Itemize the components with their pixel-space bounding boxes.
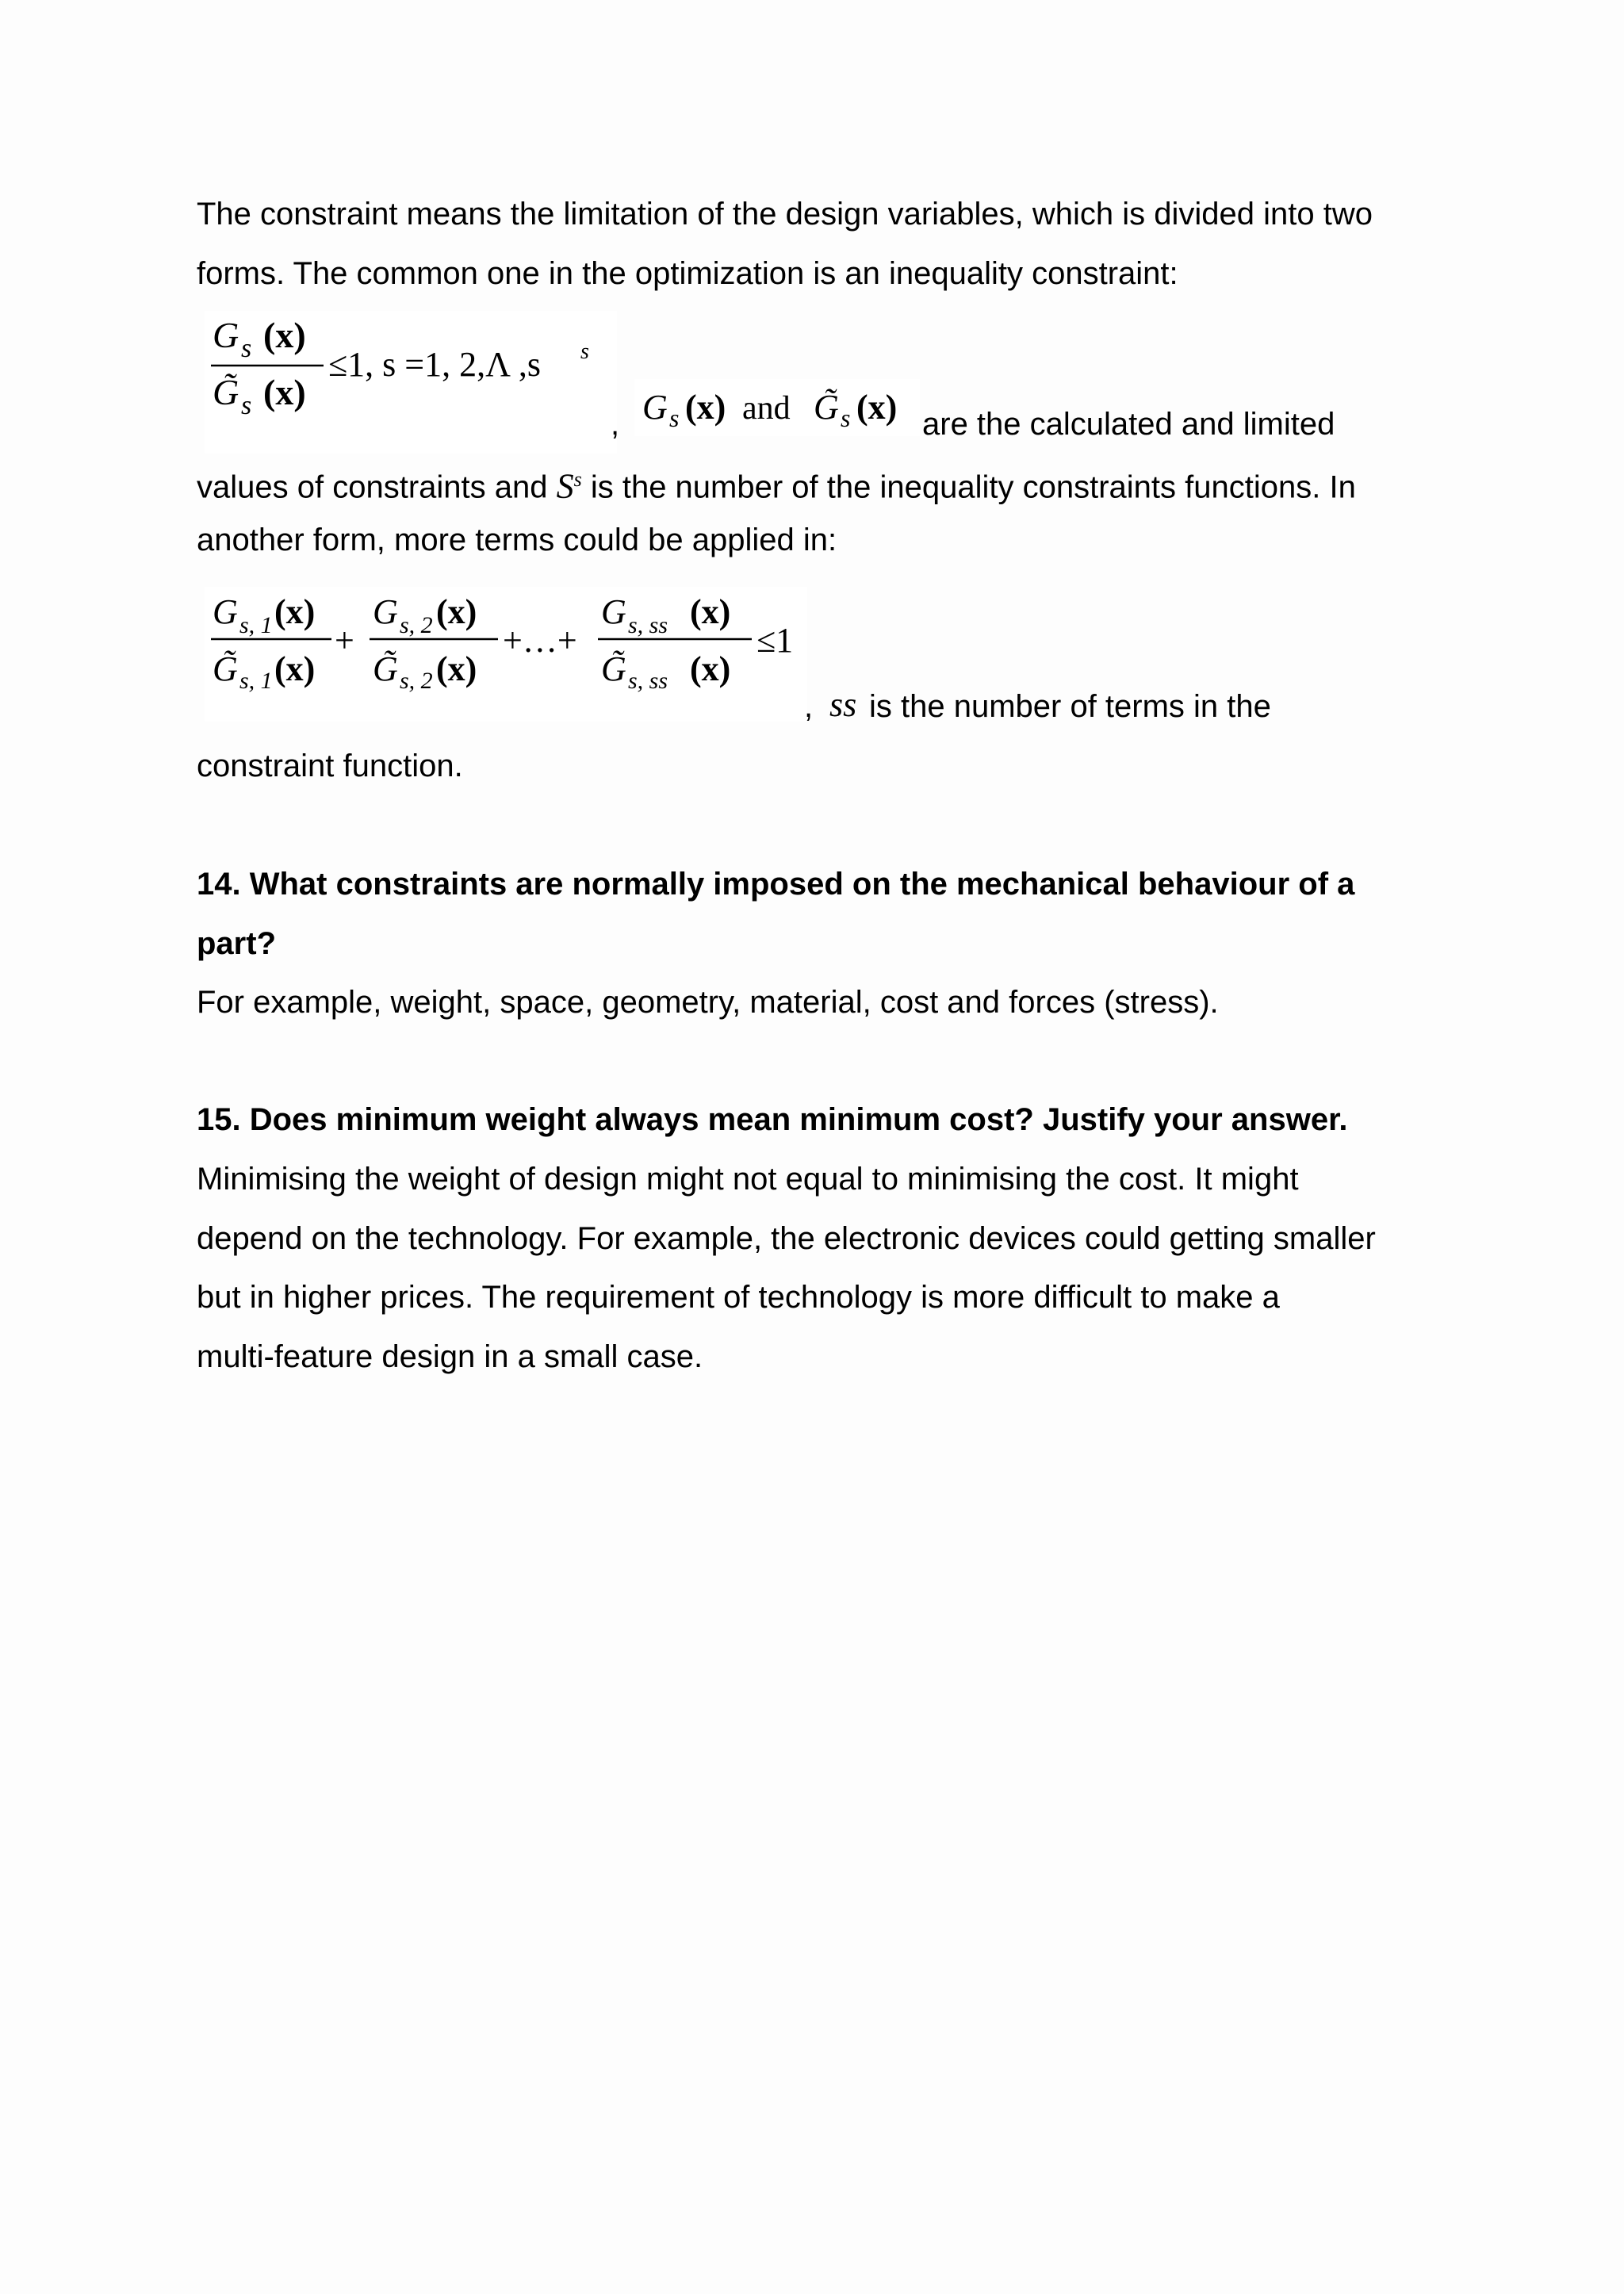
svg-text:G̃: G̃ xyxy=(213,649,238,688)
inline-gcalc-sub: s xyxy=(669,404,680,432)
eq2-term3-num-sub: s, ss xyxy=(628,612,668,638)
after-eq2-text: is the number of terms in the xyxy=(869,689,1271,724)
q14-question-line-1: 14. What constraints are normally imposed on the mechanical behaviour of a xyxy=(197,867,1355,902)
inline-gs-svg xyxy=(634,379,920,436)
equation-1 xyxy=(205,311,620,454)
eq1-denominator-sub: s xyxy=(241,391,252,420)
after-eq1-text: are the calculated and limited xyxy=(922,407,1335,442)
inline-glim: G̃ xyxy=(814,388,839,427)
after-eq2-comma: , xyxy=(804,689,814,724)
svg-text:G: G xyxy=(373,592,398,631)
equation-2 xyxy=(205,587,807,722)
eq2-term1-num-arg: (x) xyxy=(274,592,316,631)
eq2-term2-num-arg: (x) xyxy=(436,592,477,631)
eq2-rhs: ≤1 xyxy=(756,621,794,660)
intro-line-2: forms. The common one in the optimization is an inequality constraint: xyxy=(197,256,1178,291)
eq2-term2-den-arg: (x) xyxy=(436,649,477,688)
para2-line1-end: is the number of the inequality constraints functions. In xyxy=(581,469,1356,505)
eq1-condition-sup: s xyxy=(580,339,589,364)
inline-gcalc-arg: (x) xyxy=(685,388,726,427)
svg-text:G̃: G̃ xyxy=(373,649,398,688)
inline-glim-sub: s xyxy=(841,404,851,432)
eq1-condition: ≤1, s =1, 2,Λ ,s xyxy=(328,345,541,384)
q15-answer-line-4: multi-feature design in a small case. xyxy=(197,1339,703,1374)
eq2-term3-den-arg: (x) xyxy=(690,649,731,688)
eq2-term1-den-arg: (x) xyxy=(274,649,316,688)
q15-question: 15. Does minimum weight always mean minimum cost? Justify your answer. xyxy=(197,1102,1348,1137)
constraint-function-line: constraint function. xyxy=(197,749,463,783)
q14-answer: For example, weight, space, geometry, material, cost and forces (stress). xyxy=(197,985,1219,1020)
ss-symbol: S xyxy=(556,466,574,506)
eq1-numerator: G xyxy=(213,315,239,355)
eq2-term3-den-sub: s, ss xyxy=(628,668,668,694)
inline-glim-arg: (x) xyxy=(856,388,898,427)
para2-line-1 xyxy=(197,460,1356,507)
inline-and: and xyxy=(742,390,791,427)
eq2-term3-num-arg: (x) xyxy=(690,592,731,631)
ss-symbol-sup: s xyxy=(573,468,582,491)
eq2-plus-1: + xyxy=(335,621,354,660)
eq1-numerator-arg: (x) xyxy=(263,315,306,355)
q14-question-line-2: part? xyxy=(197,926,276,961)
after-eq2-ss: ss xyxy=(829,685,857,724)
eq2-term1-den-sub: s, 1 xyxy=(239,668,273,694)
after-eq1-comma: , xyxy=(611,407,620,442)
svg-text:G: G xyxy=(601,592,626,631)
inline-gs-symbols xyxy=(634,379,920,436)
para2-line-2: another form, more terms could be applied in: xyxy=(197,523,837,557)
q15-answer-line-2: depend on the technology. For example, the electronic devices could getting smaller xyxy=(197,1221,1376,1256)
q15-answer-line-1: Minimising the weight of design might not equal to minimising the cost. It might xyxy=(197,1162,1299,1197)
eq1-numerator-sub: s xyxy=(241,334,252,363)
eq1-denominator: G̃ xyxy=(213,372,239,412)
para2-line1-start: values of constraints and xyxy=(197,469,557,505)
eq2-term2-num-sub: s, 2 xyxy=(400,612,433,638)
inline-gcalc: G xyxy=(642,388,668,427)
equation-1-svg xyxy=(205,311,620,454)
eq2-term2-den-sub: s, 2 xyxy=(400,668,433,694)
svg-text:G: G xyxy=(213,592,238,631)
svg-text:G̃: G̃ xyxy=(601,649,626,688)
equation-2-svg xyxy=(205,587,807,722)
eq2-dots: +…+ xyxy=(503,621,577,660)
eq1-denominator-arg: (x) xyxy=(263,372,306,412)
intro-line-1: The constraint means the limitation of the design variables, which is divided into two xyxy=(197,197,1373,232)
q15-answer-line-3: but in higher prices. The requirement of technology is more difficult to make a xyxy=(197,1280,1280,1315)
eq2-term1-num-sub: s, 1 xyxy=(239,612,273,638)
